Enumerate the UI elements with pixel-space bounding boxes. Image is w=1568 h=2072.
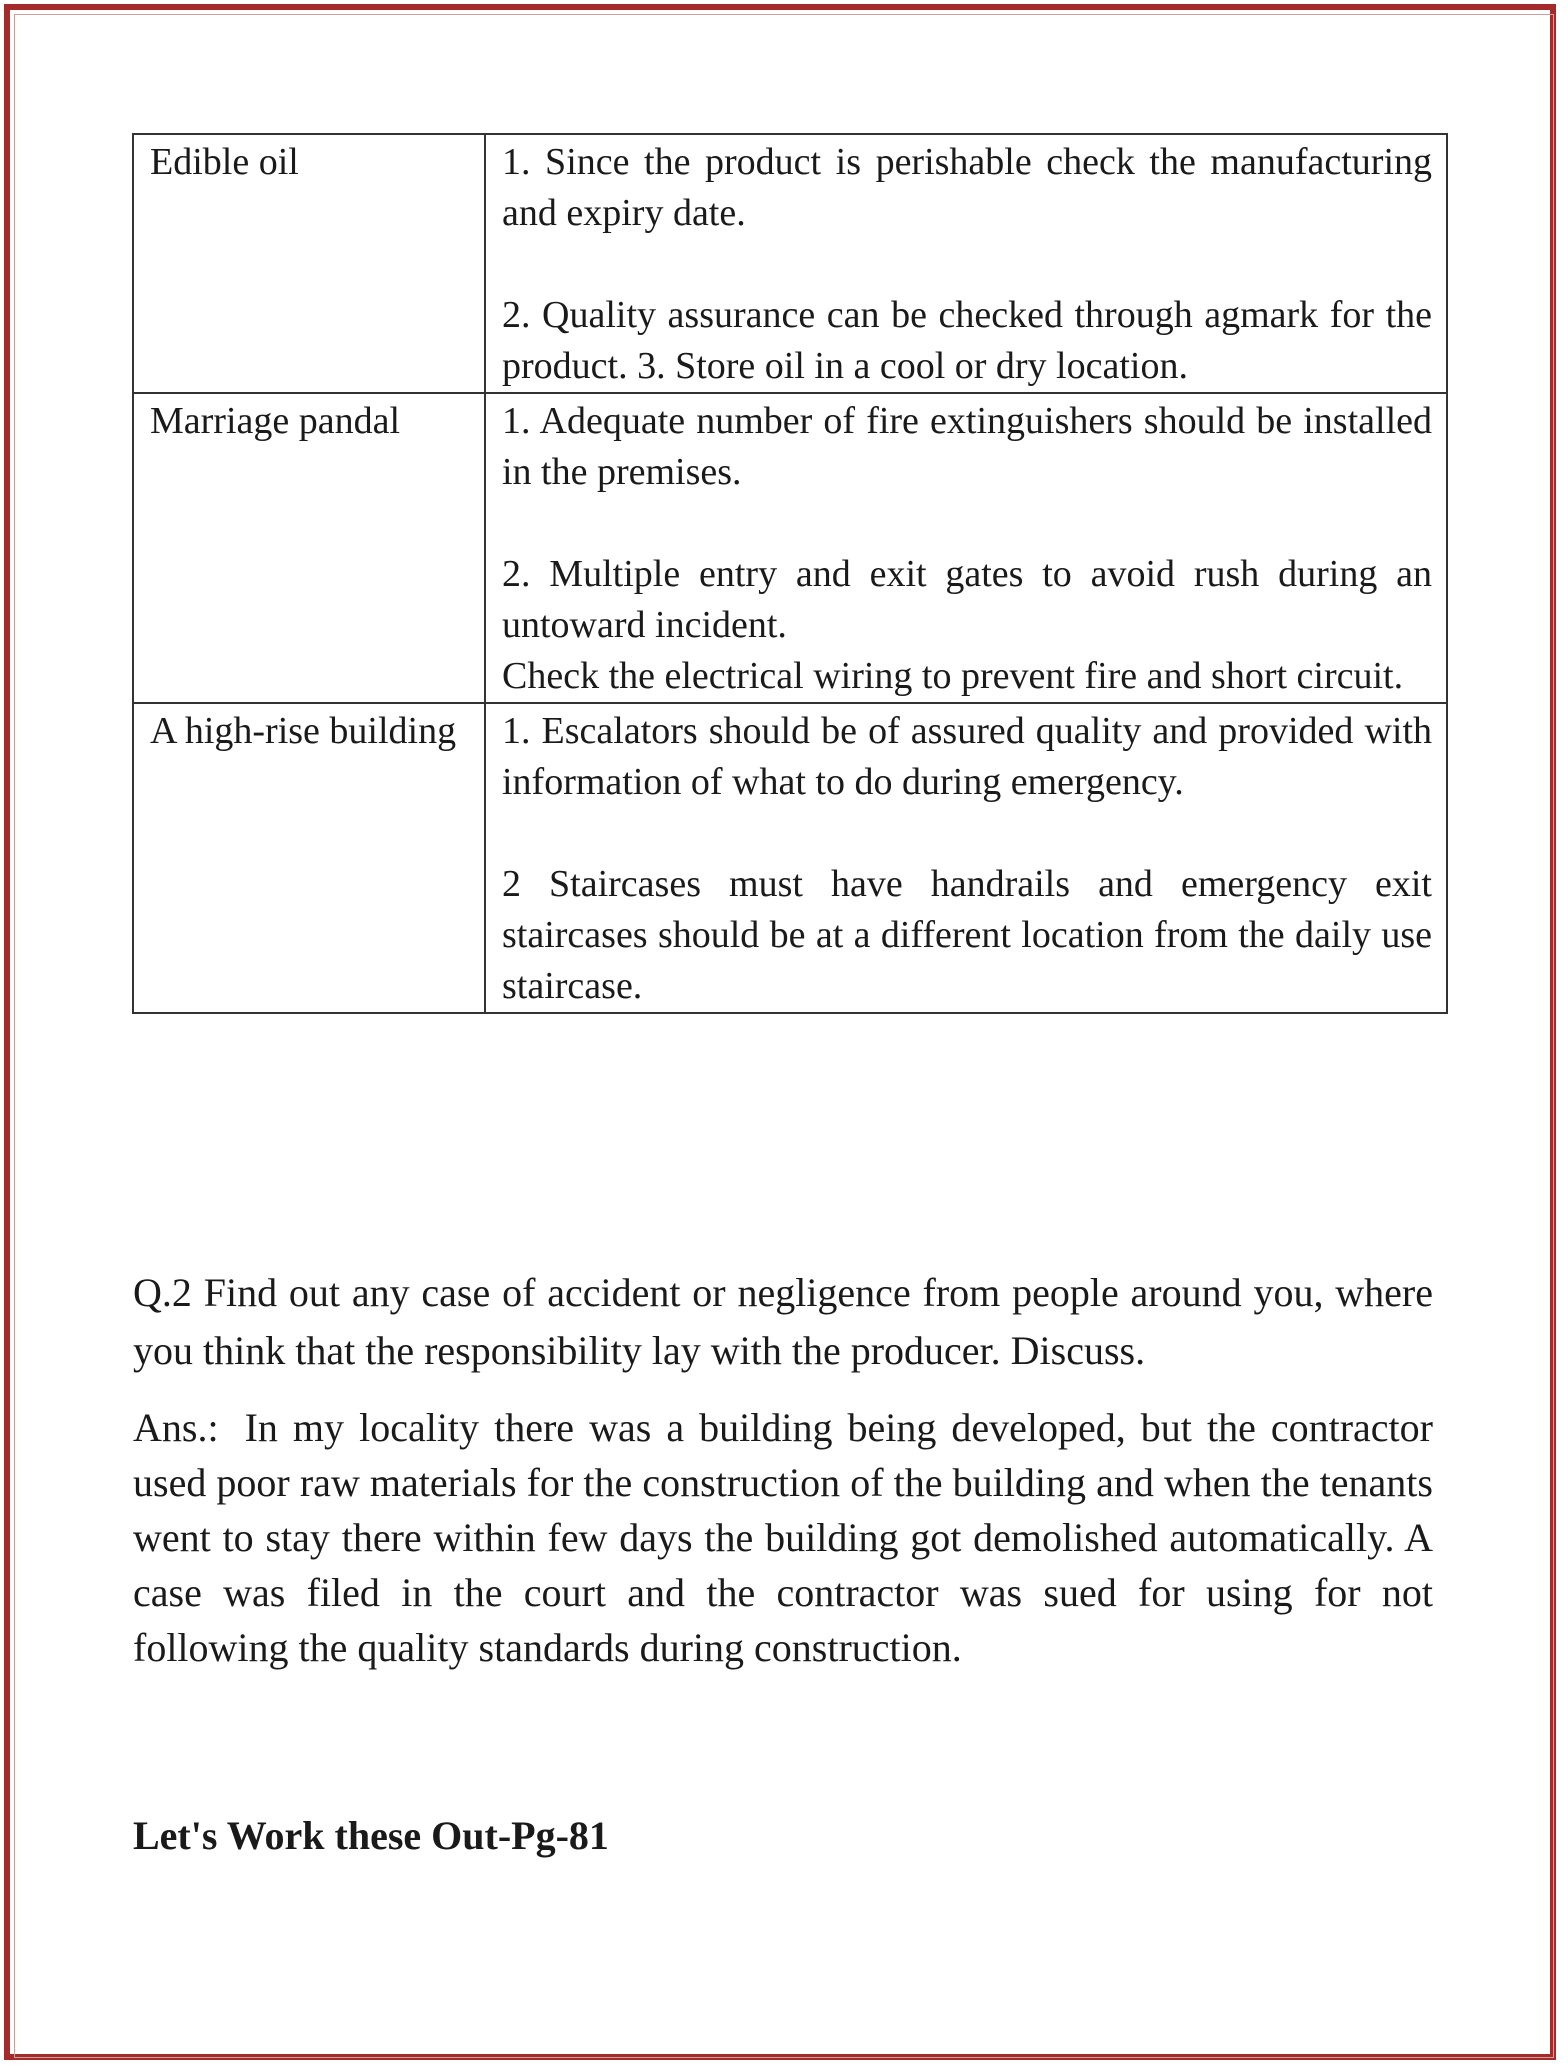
- measure-point: 1. Escalators should be of assured quality and provided with information of what to do during emergency.: [502, 710, 1432, 803]
- answer-label: Ans.:: [133, 1405, 219, 1450]
- table-row: [133, 393, 1447, 703]
- safety-measures-table: [132, 133, 1448, 1014]
- measure-point: 2. Quality assurance can be checked through agmark for the product. 3. Store oil in a cool or dry location.: [502, 294, 1432, 387]
- measure-point: 1. Adequate number of fire extinguishers should be installed in the premises.: [502, 400, 1432, 493]
- section-heading: Let's Work these Out-Pg-81: [133, 1813, 609, 1858]
- question-section: [133, 1264, 1433, 1380]
- measure-point: Check the electrical wiring to prevent fire and short circuit.: [502, 655, 1404, 697]
- table-row: [133, 134, 1447, 393]
- answer-paragraph: [133, 1400, 1433, 1675]
- spacer: [502, 498, 1432, 549]
- measure-point: 2 Staircases must have handrails and emergency exit staircases should be at a different location from the daily use staircase.: [502, 863, 1432, 1007]
- spacer: [502, 808, 1432, 859]
- measures-cell: [485, 134, 1447, 393]
- answer-text: In my locality there was a building being developed, but the contractor used poor raw materials for the construction of the building and when the tenants went to stay there within few days the building got demolished automatically. A case was filed in the court and the contractor was sued for using for not following the quality standards during construction.: [133, 1405, 1433, 1670]
- item-cell: Marriage pandal: [133, 393, 485, 703]
- table-row: [133, 703, 1447, 1013]
- answer-section: [133, 1400, 1433, 1675]
- measure-point: 1. Since the product is perishable check the manufacturing and expiry date.: [502, 141, 1432, 234]
- question-text: Q.2 Find out any case of accident or negligence from people around you, where you think that the responsibility lay with the producer. Discuss.: [133, 1270, 1433, 1373]
- measure-point: 2. Multiple entry and exit gates to avoid rush during an untoward incident.: [502, 553, 1432, 646]
- spacer: [502, 239, 1432, 290]
- item-cell: Edible oil: [133, 134, 485, 393]
- measures-cell: [485, 393, 1447, 703]
- measures-cell: [485, 703, 1447, 1013]
- item-cell: A high-rise building: [133, 703, 485, 1013]
